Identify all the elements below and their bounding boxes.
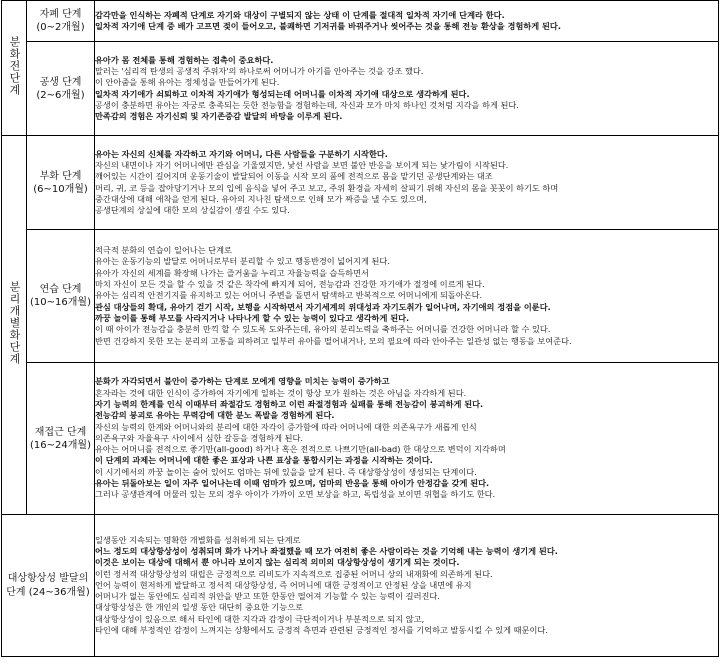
stage-label: 발달의 단계 bbox=[6, 572, 89, 598]
stage-label: 분화전단계 bbox=[8, 36, 21, 96]
table-row bbox=[2, 136, 719, 230]
description-line: 감각만을 인식하는 자폐적 단계로 자기와 대상이 구별되지 않는 상태 이 단계를 절대적 일차적 자기애 단계라 한다. bbox=[95, 9, 505, 20]
description-line: 타인에 대해 부정적인 감정이 느껴지는 상황에서도 긍정적 측면과 관련된 긍정적인 정서를 기억하고 발동시킬 수 있게 때문이다. bbox=[95, 625, 548, 636]
description-line: 일차적 자기애가 쇠퇴하고 이차적 자기애가 형성되는데 어머니를 이차적 자기애 대상으로 생각하게 된다. bbox=[95, 88, 470, 99]
stage-label-cell bbox=[2, 515, 95, 657]
phase-cell bbox=[27, 136, 95, 230]
description-line: 유아는 어머니를 전적으로 좋기만(all-good) 하거나 혹은 전적으로 나쁘기만(all-bad) 한 대상으로 변덕이 지각하며 bbox=[95, 444, 506, 455]
description-line: 만족감의 경험은 자기신뢰 및 자기존중감 발달의 바탕을 이루게 된다. bbox=[95, 111, 343, 122]
description-line: 관심 대상들의 확대, 유아기 걷기 시작, 보행을 시작하면서 자기세계의 위대성과 자기도취가 일어나며, 자기애의 정점을 이룬다. bbox=[95, 301, 551, 312]
description-line: 전능감의 붕괴로 유아는 무력감에 대한 분노 폭발을 경험하게 된다. bbox=[95, 410, 335, 421]
development-stages-table bbox=[1, 0, 719, 657]
description-line: 유아는 자신의 신체를 자각하고 자기와 어머니, 다른 사람들을 구분하기 시작한다. bbox=[95, 148, 388, 159]
description-line: 어머니가 없는 동안에도 심리적 위안을 받고 또한 한동안 떨어져 기능할 수 있는 능력이 길러진다. bbox=[95, 591, 440, 602]
description-line: 이 안아줌을 통해 유아는 정체성을 만들어가게 된다. bbox=[95, 77, 280, 88]
description-line: 유아가 자신의 세계를 확장해 나가는 즐거움을 누리고 자율능력을 습득하면서 bbox=[95, 267, 369, 278]
description-line: 말러는 '심리적 탄생의 공생적 주위자'의 하나로써 어머니가 아기를 안아주는 것을 강조 했다. bbox=[95, 65, 424, 76]
phase-description bbox=[95, 1, 719, 42]
phase-period: (10~16개월) bbox=[30, 297, 91, 308]
phase-name: 재접근 단계 bbox=[34, 426, 87, 438]
table-row bbox=[2, 363, 719, 515]
description-line: 유아는 운동기능의 발달로 어머니로부터 분리할 수 있고 행동반경이 넓어지게 된다. bbox=[95, 256, 390, 267]
description-line: 이 시기에서의 까꿍 놀이는 숨어 있어도 엄마는 뒤에 있을을 알게 된다. 즉 대상항상성이 생성되는 단계이다. bbox=[95, 466, 477, 477]
table-row bbox=[2, 42, 719, 136]
description-line: 이 때 아이가 전능감을 충분히 만끽 할 수 있도록 도와주는데, 유아의 분리노력을 축하주는 어머니를 건강한 어머니라 할 수 있다. bbox=[95, 324, 551, 335]
phase-description bbox=[95, 136, 719, 230]
description-line: 일차적 자기애 단계 중 배가 고프면 젖이 들어오고, 불쾌하면 기저귀를 바꿔주거나 씻어주는 것을 통해 전능 환상을 경험하게 된다. bbox=[95, 21, 561, 31]
phase-name: 자폐 단계 bbox=[39, 9, 82, 20]
description-line: 그러나 공생관계에 머물러 있는 모의 경우 아이가 가까이 오면 보상을 하고, 독립성을 보이면 위협을 하기도 한다. bbox=[95, 489, 496, 500]
phase-cell bbox=[27, 363, 95, 515]
description-line: 이런 정서적 대상항상성의 대립은 긍정적으로 리비도가 지속적으로 집중된 어머니 상의 내재화에 의존하게 된다. bbox=[95, 568, 493, 579]
phase-period: (0~2개월) bbox=[36, 22, 85, 33]
table-row bbox=[2, 1, 719, 42]
description-line: 어느 정도의 대상항상성이 성취되며 화가 나거나 좌절했을 때 모가 여전히 좋은 사람이라는 것을 기억해 내는 능력이 생기게 된다. bbox=[95, 545, 558, 556]
description-line: 대상항상성은 한 개인의 일생 동안 대단히 중요한 기능으로 bbox=[95, 602, 304, 613]
description-line: 유아는 심리적 안전기지를 유지하고 있는 어머니 주변을 돌면서 탐색하고 반복적으로 어머니에게 되돌아온다. bbox=[95, 290, 483, 301]
description-line: 유아가 몸 전체를 통해 경험하는 접촉이 중요하다. bbox=[95, 54, 274, 65]
description-line: 대상항상성이 있음으로 해서 타인에 대한 지각과 감정이 극단적이거나 부분적으로 되지 않고, bbox=[95, 613, 425, 624]
phase-period: (2~6개월) bbox=[36, 89, 85, 101]
description-line: 언어 능력이 현저하게 발달하고 정서적 대상항상성, 즉 어머니에 대한 긍정적이고 안정된 상을 내면에 유지 bbox=[95, 579, 472, 590]
stage-label: 분리개별화단계 bbox=[8, 281, 21, 365]
phase-cell bbox=[27, 230, 95, 363]
description-line: 이 단계의 과제는 어머니에 대한 좋은 표상과 나쁜 표상을 통합시키는 과정을 시작하는 것이다. bbox=[95, 455, 433, 466]
phase-cell bbox=[27, 1, 95, 42]
phase-description bbox=[95, 230, 719, 363]
phase-name: 연습 단계 bbox=[39, 284, 82, 295]
description-line: 공생단계의 상실에 대한 모의 상실감이 생길 수도 있다. bbox=[95, 205, 290, 216]
description-line: 자신의 능력의 한계와 어머니와의 분리에 대한 자각이 증가함에 따라 어머니에 대한 의존욕구가 새롭게 인식 bbox=[95, 421, 477, 432]
description-line: 적극적 분화의 연습이 일어나는 단계로 bbox=[95, 245, 232, 256]
table-row bbox=[2, 230, 719, 363]
description-line: 반면 건강하지 못한 모는 분리의 고통을 피하려고 일부러 유아를 떨어내거나, 모의 필요에 따라 안아주는 일관성 없는 행동을 보여준다. bbox=[95, 335, 572, 346]
stage-label-cell bbox=[2, 136, 27, 515]
description-line: 중간대상에 대해 애착을 얻게 된다. 유아의 지나친 탐색으로 인해 모가 짜증을 낼 수도 있으며, bbox=[95, 193, 427, 204]
description-line: 공생이 충분하면 유아는 자궁로 충족되는 듯한 전능함을 경험하는데, 자신과 모가 마치 하나인 것처럼 지각을 하게 된다. bbox=[95, 99, 519, 110]
phase-description bbox=[95, 42, 719, 136]
description-line: 이것은 보이는 대상에 대해서 뿐 아니라 보이지 않는 심리적 의미의 대상항상성이 생기게 되는 것이다. bbox=[95, 557, 460, 568]
description-line: 자기 능력의 한계를 인식 이때부터 좌절감도 경험하고 이런 좌절경험과 실패를 통해 전능감이 붕괴하게 된다. bbox=[95, 398, 484, 409]
phase-name: 공생 단계 bbox=[39, 76, 82, 88]
description-line: 까꿍 놀이를 통해 부모를 사라지거나 나타나게 할 수 있는 능력이 있다고 생각하게 된다. bbox=[95, 312, 410, 323]
description-line: 머리, 귀, 코 등을 잡아당기거나 모의 입에 음식을 넣어 주고 보고, 주위 환경을 자세히 살피기 위해 자신의 몸을 꼿꼿이 하기도 하며 bbox=[95, 182, 559, 193]
stage-label: 대상항상성 bbox=[7, 572, 57, 584]
stage-label-cell bbox=[2, 1, 27, 136]
phase-description bbox=[95, 515, 719, 657]
phase-period: (6~10개월) bbox=[33, 183, 88, 195]
table-row bbox=[2, 515, 719, 657]
stage-period: (24~36개월) bbox=[28, 586, 90, 598]
description-line: 깨어있는 시간이 길어지며 운동기술이 발달되어 이동을 시작 모의 품에 전적으로 몸을 맡기던 공생단계와는 대조 bbox=[95, 171, 493, 182]
description-line: 의존욕구와 자율욕구 사이에서 심한 갈등을 경험하게 된다. bbox=[95, 432, 304, 443]
description-line: 마치 자신이 모든 것을 할 수 있을 것 같은 착각에 빠지게 되어, 전능감과 건강한 자기애가 절정에 이르게 된다. bbox=[95, 279, 485, 290]
phase-period: (16~24개월) bbox=[30, 439, 91, 451]
description-line: 분화가 자각되면서 불안이 증가하는 단계로 모에게 영향을 미치는 능력이 증가하고 bbox=[95, 376, 390, 387]
description-line: 혼자라는 것에 대한 인식이 증가하여 자기에게 일하는 것이 항상 모가 원하는 것은 아님을 자각하게 된다. bbox=[95, 387, 467, 398]
description-line: 자신의 내면이나 자기 어머니에만 관심을 기울였지만, 낯선 사람을 보면 불안 반응을 보이게 되는 낯가림이 시작된다. bbox=[95, 159, 509, 170]
phase-name: 부화 단계 bbox=[39, 170, 82, 182]
phase-cell bbox=[27, 42, 95, 136]
description-line: 일생동안 지속되는 명확한 개별화를 성취하게 되는 단계로 bbox=[95, 534, 301, 545]
phase-description bbox=[95, 363, 719, 515]
description-line: 유아는 뒤돌아보는 일이 자주 일어나는데 이때 엄마가 있으며, 엄마의 반응을 통해 아이가 안정감을 갖게 된다. bbox=[95, 478, 490, 489]
